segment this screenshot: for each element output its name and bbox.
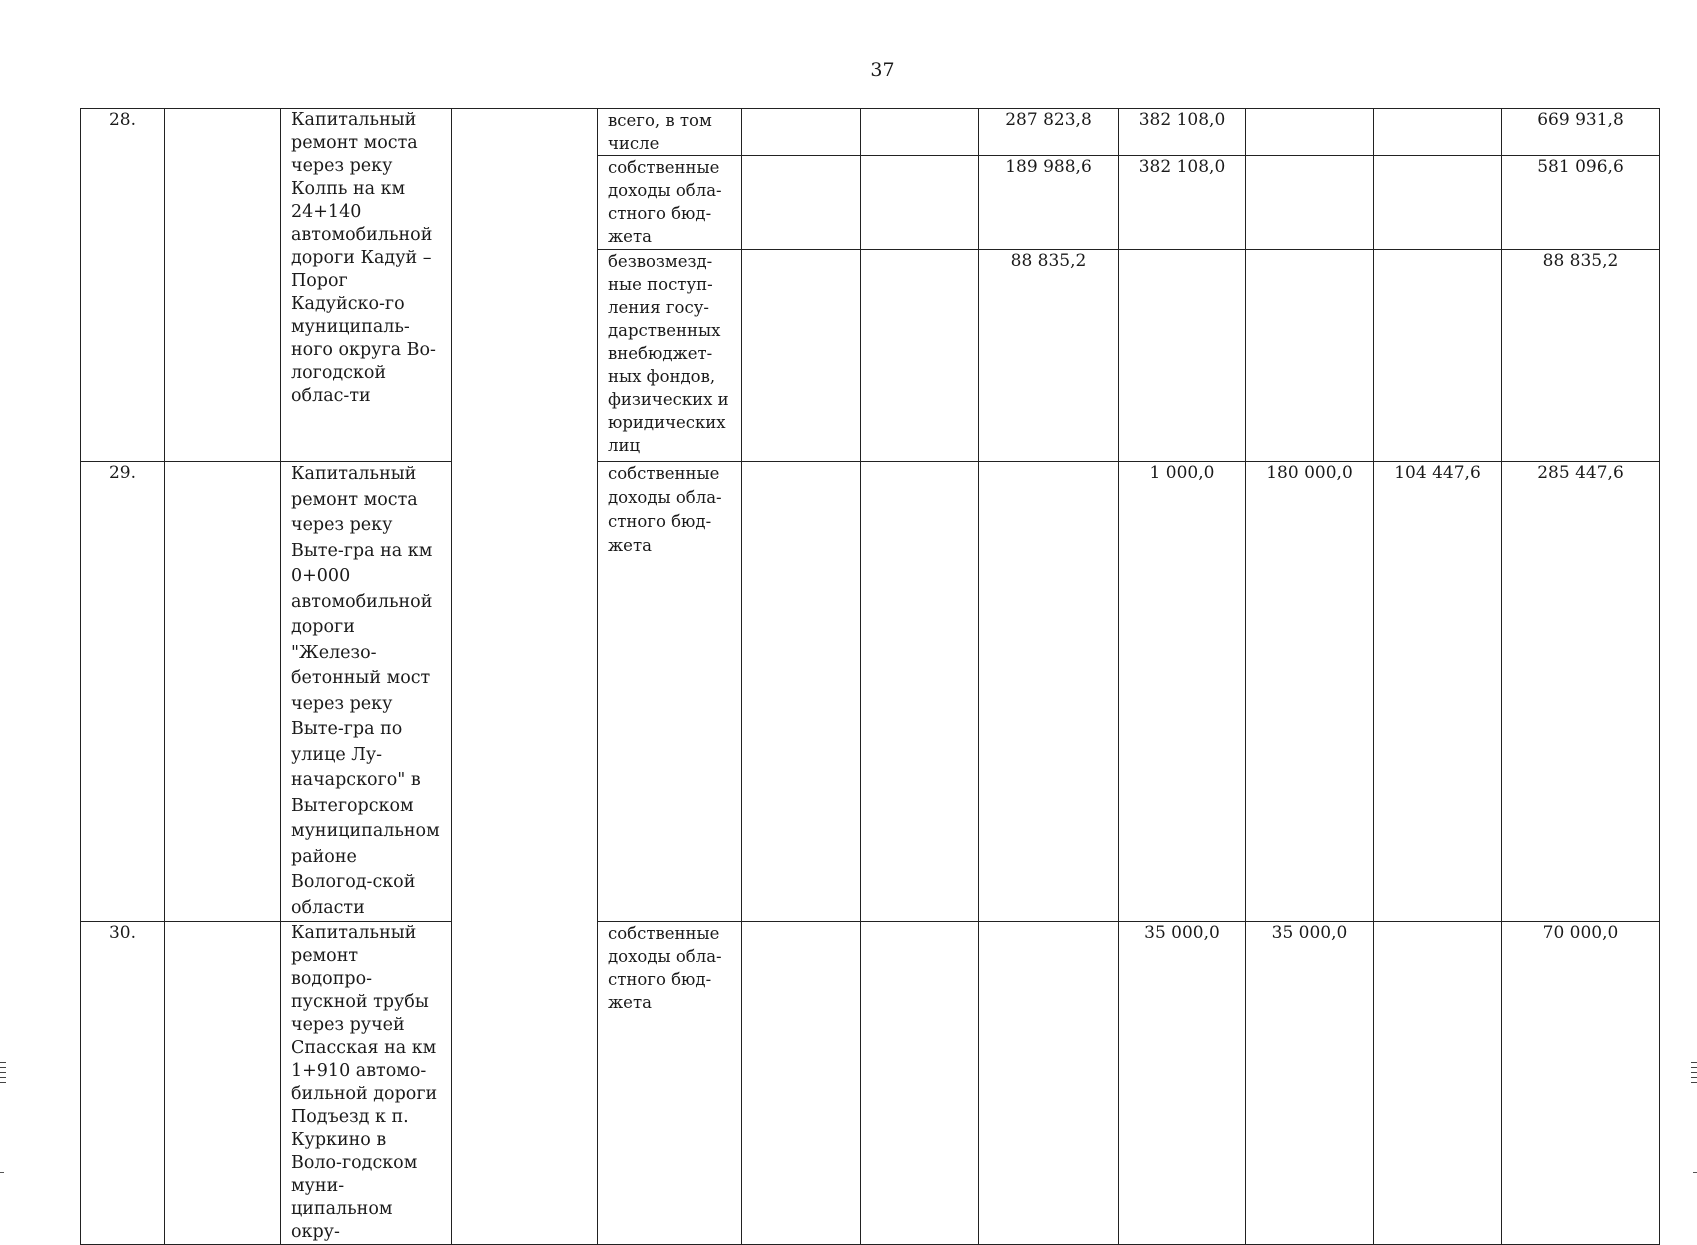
- total-cell: 70 000,0: [1502, 922, 1660, 1245]
- funding-source: собственные доходы обла-стного бюд-жета: [598, 156, 742, 250]
- object-name-cell: [281, 922, 452, 1245]
- scan-mark-right: [1691, 1062, 1697, 1094]
- value-cell: [742, 250, 861, 462]
- value-cell: 189 988,6: [979, 156, 1119, 250]
- budget-table: [80, 108, 1660, 1245]
- funding-source: всего, в том числе: [598, 109, 742, 156]
- page-number: 37: [870, 59, 895, 81]
- row-number: 29.: [81, 462, 165, 922]
- value-cell: [1246, 109, 1374, 156]
- value-cell: [861, 462, 979, 922]
- object-name-cell: [281, 462, 452, 922]
- value-cell: [742, 109, 861, 156]
- object-name: Капитальный ремонт моста через реку Колпь на км 24+140 автомобильной дороги Кадуй – Порог Кадуйско-го муниципаль-ного округа Во-логодской облас-ти: [291, 110, 436, 406]
- value-cell: [861, 156, 979, 250]
- value-cell: [1119, 250, 1246, 462]
- object-name: Капитальный ремонт водопро-пускной трубы через ручей Спасская на км 1+910 автомо-бильной дороги Подъезд к п. Куркино в Воло-годском муни-ципальном окру-: [291, 923, 438, 1242]
- value-cell: 104 447,6: [1374, 462, 1502, 922]
- object-name-cell: [281, 109, 452, 462]
- value-cell: [979, 462, 1119, 922]
- table-row: [81, 462, 1660, 922]
- value-cell: [742, 922, 861, 1245]
- value-cell: 88 835,2: [979, 250, 1119, 462]
- value-cell: 180 000,0: [1246, 462, 1374, 922]
- table-row: [81, 922, 1660, 1245]
- row-number: 28.: [81, 109, 165, 462]
- empty-cell: [452, 109, 598, 1245]
- empty-cell: [165, 462, 281, 922]
- scan-tick-left: [0, 1172, 4, 1173]
- total-cell: 88 835,2: [1502, 250, 1660, 462]
- value-cell: 35 000,0: [1246, 922, 1374, 1245]
- row-number: 30.: [81, 922, 165, 1245]
- empty-cell: [165, 109, 281, 462]
- value-cell: 382 108,0: [1119, 156, 1246, 250]
- funding-source: собственные доходы обла-стного бюд-жета: [598, 922, 742, 1245]
- funding-source: собственные доходы обла-стного бюд-жета: [598, 462, 742, 922]
- scan-mark-left: [0, 1062, 6, 1094]
- funding-source: безвозмезд-ные поступ-ления госу-дарственных внебюджет-ных фондов, физических и юридических лиц: [598, 250, 742, 462]
- empty-cell: [165, 922, 281, 1245]
- total-cell: 285 447,6: [1502, 462, 1660, 922]
- value-cell: 35 000,0: [1119, 922, 1246, 1245]
- value-cell: [1374, 109, 1502, 156]
- object-name: Капитальный ремонт моста через реку Выте-гра на км 0+000 автомобильной дороги "Железо-бетонный мост через реку Выте-гра по улице Лу-начарского" в Вытегорском муниципальном районе Вологод-ской области: [291, 464, 440, 918]
- value-cell: [861, 250, 979, 462]
- value-cell: 1 000,0: [1119, 462, 1246, 922]
- value-cell: 287 823,8: [979, 109, 1119, 156]
- value-cell: 382 108,0: [1119, 109, 1246, 156]
- value-cell: [861, 922, 979, 1245]
- value-cell: [742, 156, 861, 250]
- value-cell: [1374, 156, 1502, 250]
- scan-tick-right: [1693, 1172, 1697, 1173]
- table-row: [81, 109, 1660, 156]
- total-cell: 669 931,8: [1502, 109, 1660, 156]
- total-cell: 581 096,6: [1502, 156, 1660, 250]
- value-cell: [861, 109, 979, 156]
- value-cell: [979, 922, 1119, 1245]
- value-cell: [1246, 250, 1374, 462]
- value-cell: [1374, 250, 1502, 462]
- value-cell: [742, 462, 861, 922]
- value-cell: [1374, 922, 1502, 1245]
- value-cell: [1246, 156, 1374, 250]
